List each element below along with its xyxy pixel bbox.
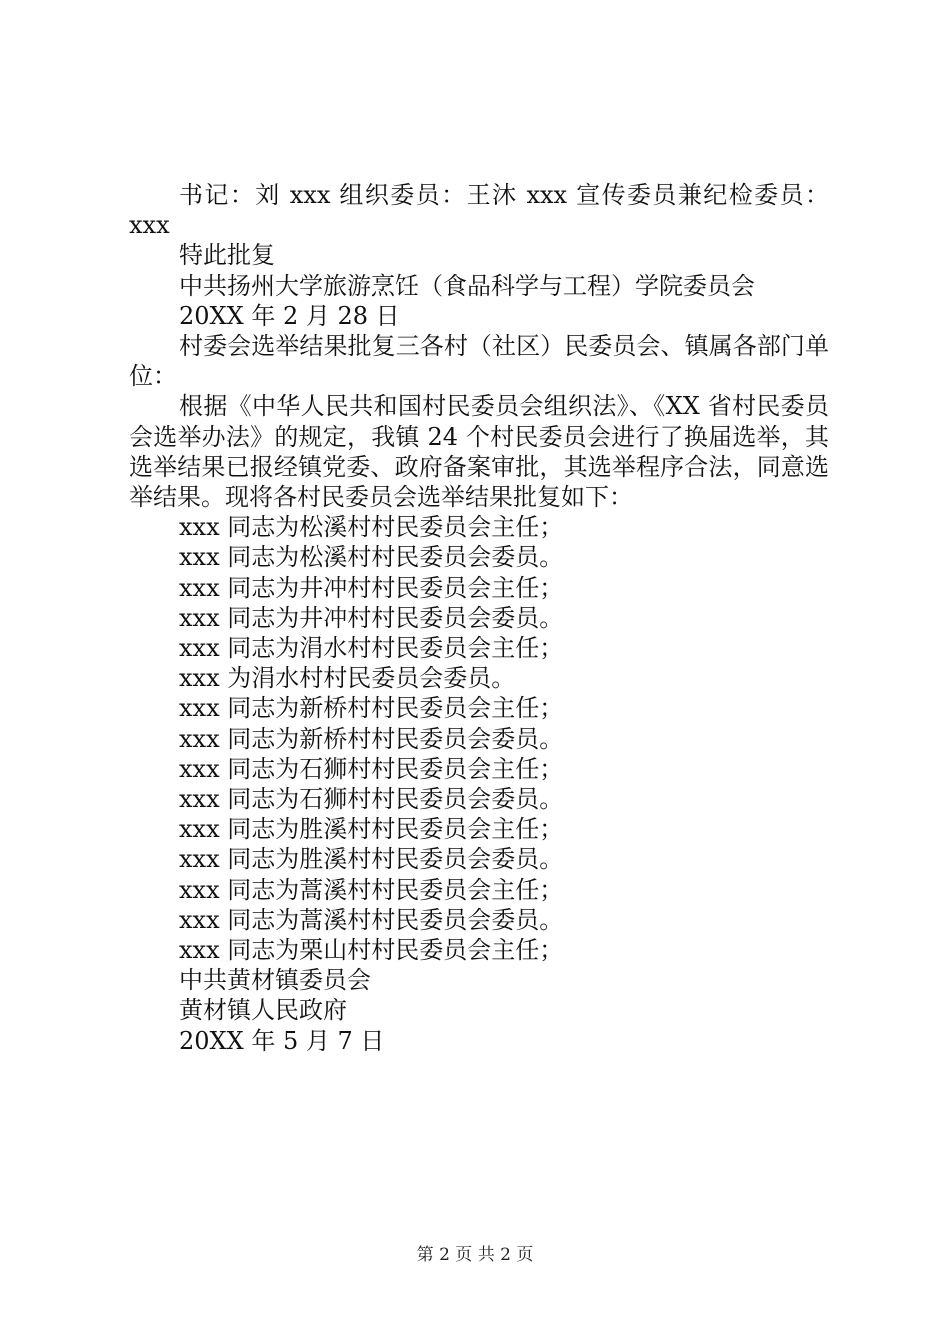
signature-date: 20XX 年 5 月 7 日 [179,1026,385,1055]
result-line: xxx 同志为胜溪村村民委员会委员。 [179,845,564,874]
result-line: xxx 同志为蒿溪村村民委员会主任； [179,875,564,904]
approval-closing: 特此批复 [179,241,275,270]
document-body [129,180,829,1056]
result-line: xxx 同志为涓水村村民委员会主任； [179,634,564,663]
result-line: xxx 同志为石狮村村民委员会委员。 [179,785,564,814]
result-line: xxx 同志为蒿溪村村民委员会委员。 [179,905,564,934]
signatory-government: 黄材镇人民政府 [179,996,347,1025]
result-line: xxx 同志为松溪村村民委员会委员。 [179,543,564,572]
result-line: xxx 同志为栗山村村民委员会主任； [179,936,564,965]
result-line: xxx 同志为井冲村村民委员会委员。 [179,603,564,632]
result-line: xxx 同志为松溪村村民委员会主任； [179,513,564,542]
issue-date: 20XX 年 2 月 28 日 [179,301,400,330]
section-heading: 村委会选举结果批复三各村（社区）民委员会、镇属各部门单位： [129,332,829,391]
committee-members-line: 书记：刘 xxx 组织委员：王沐 xxx 宣传委员兼纪检委员：xxx [129,181,829,240]
signatory-party-committee: 中共黄材镇委员会 [179,966,371,995]
page-number-footer: 第 2 页 共 2 页 [416,1245,534,1265]
result-line: xxx 同志为石狮村村民委员会主任； [179,754,564,783]
result-line: xxx 同志为新桥村村民委员会委员。 [179,724,564,753]
body-paragraph: 根据《中华人民共和国村民委员会组织法》、《XX 省村民委员会选举办法》的规定，我镇 24 个村民委员会进行了换届选举，其选举结果已报经镇党委、政府备案审批，其选举程序合法，同意选举结果。现将各村民委员会选举结果批复如下： [129,392,829,512]
issuing-committee: 中共扬州大学旅游烹饪（食品科学与工程）学院委员会 [179,271,755,300]
result-line: xxx 为涓水村村民委员会委员。 [179,664,516,693]
result-line: xxx 同志为新桥村村民委员会主任； [179,694,564,723]
result-line: xxx 同志为胜溪村村民委员会主任； [179,815,564,844]
result-line: xxx 同志为井冲村村民委员会主任； [179,573,564,602]
